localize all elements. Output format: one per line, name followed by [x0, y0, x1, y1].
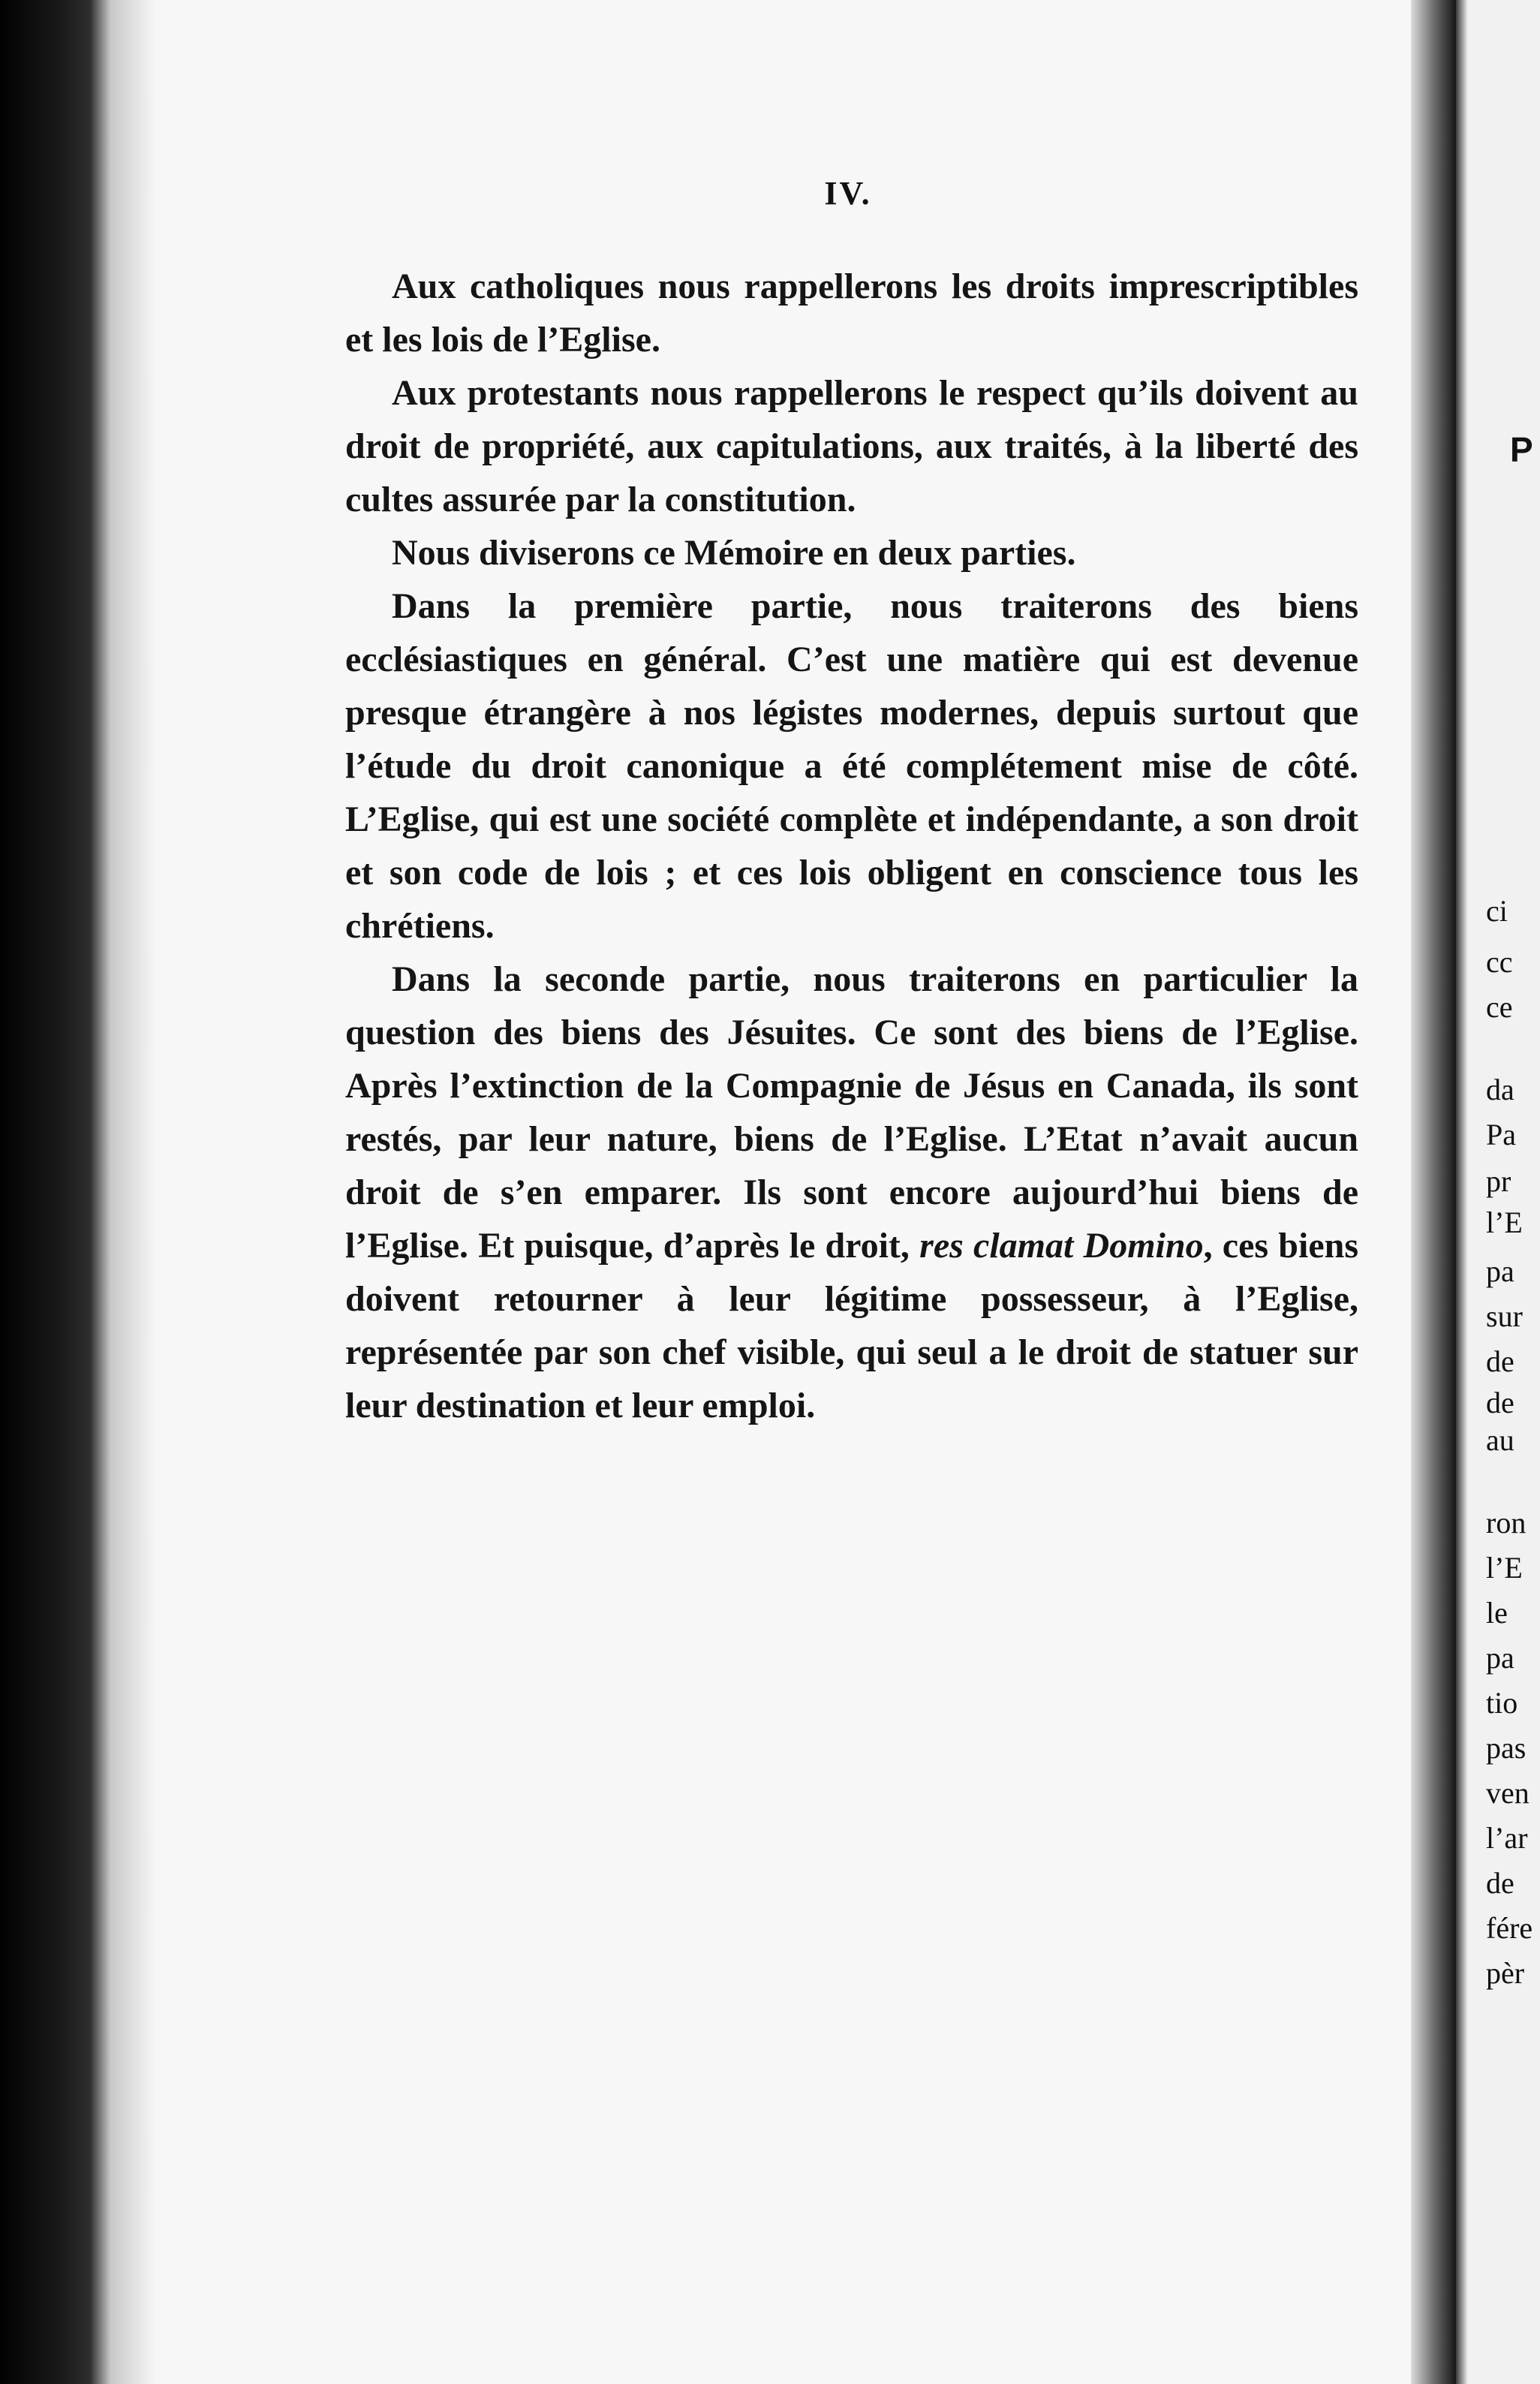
facing-page-fragment: de: [1486, 1344, 1514, 1378]
facing-page-fragment: ron: [1486, 1506, 1526, 1540]
facing-page-fragment: au: [1486, 1423, 1514, 1457]
facing-page-fragment: pr: [1486, 1164, 1511, 1198]
facing-page-fragment: de: [1486, 1866, 1514, 1900]
facing-page-fragment: de: [1486, 1386, 1514, 1419]
facing-page-fragment: pa: [1486, 1254, 1514, 1288]
page-number: IV.: [824, 175, 872, 212]
paragraph-catholiques: Aux catholiques nous rappellerons les droits imprescriptibles et les lois de l’Eglise.: [345, 266, 1358, 360]
latin-maxim: res clamat Domino: [919, 1226, 1204, 1266]
page-body-text: [345, 260, 1358, 1432]
facing-page-fragment: l’E: [1486, 1206, 1523, 1239]
facing-page-fragment: l’E: [1486, 1551, 1523, 1585]
facing-page-fragment: le: [1486, 1596, 1508, 1630]
book-gutter: [1411, 0, 1456, 2384]
facing-page-shadow: [1456, 0, 1468, 2384]
facing-page-heading-fragment: P: [1510, 430, 1533, 469]
facing-page-fragment: ven: [1486, 1776, 1529, 1810]
facing-page-fragment: l’ar: [1486, 1821, 1528, 1855]
facing-page: [1456, 0, 1540, 2384]
facing-page-fragment: pas: [1486, 1731, 1526, 1765]
facing-page-fragment: pa: [1486, 1641, 1514, 1675]
paragraph-seconde-partie: [345, 953, 1358, 1432]
paragraph-premiere-partie: Dans la première partie, nous traiterons des biens ecclésiastiques en général. C’est une matière qui est devenue presque étrangère à nos légistes modernes, depuis surtout que l’étude du droit canonique a été complétement mise de côté. L’Eglise, qui est une société complète et indépendante, a son droit et son code de lois ; et ces lois obligent en conscience tous les chrétiens.: [345, 586, 1358, 946]
facing-page-fragment: ci: [1486, 894, 1508, 928]
paragraph-protestants: Aux protestants nous rappellerons le respect qu’ils doivent au droit de propriété, aux capitulations, aux traités, à la liberté des cultes assurée par la constitution.: [345, 373, 1358, 519]
paragraph-seconde-partie-start: Dans la seconde partie, nous traiterons en particulier la question des biens des Jésuites. Ce sont des biens de l’Eglise. Après l’extinction de la Compagnie de Jésus en Canada, ils sont restés, par leur nature, biens de l’Eglise. L’Etat n’avait aucun droit de s’en emparer. Ils sont encore aujourd’hui biens de l’Eglise. Et puisque, d’après le droit,: [345, 959, 1358, 1266]
facing-page-fragment: cc: [1486, 945, 1513, 979]
facing-page-fragment: pèr: [1486, 1956, 1525, 1990]
facing-page-fragment: ce: [1486, 990, 1513, 1024]
facing-page-fragment: Pa: [1486, 1118, 1516, 1151]
facing-page-fragment: sur: [1486, 1299, 1523, 1333]
facing-page-fragment: tio: [1486, 1686, 1518, 1720]
facing-page-fragment: fére: [1486, 1911, 1533, 1945]
facing-page-fragment: da: [1486, 1073, 1514, 1106]
paragraph-seconde-partie-end: , ces biens doivent retourner à leur légitime possesseur, à l’Eglise, représentée par son chef visible, qui seul a le droit de statuer sur leur destination et leur emploi.: [345, 1226, 1359, 1425]
book-left-edge: [0, 0, 113, 2384]
paragraph-divisions: Nous diviserons ce Mémoire en deux parties.: [392, 533, 1076, 573]
page-edge-shadow: [111, 0, 156, 2384]
